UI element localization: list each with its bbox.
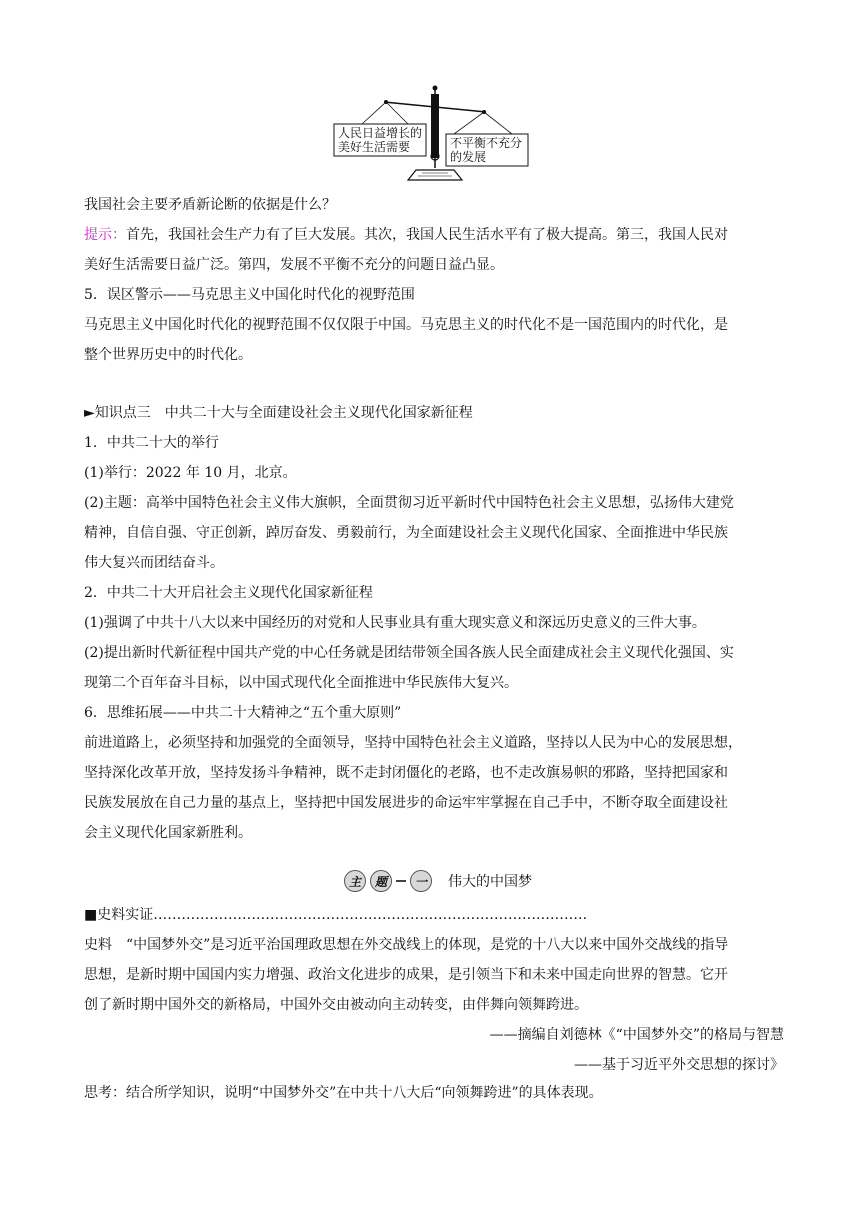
topic-badge-char: 一 (410, 870, 432, 892)
section-6-para-cont2: 民族发展放在自己力量的基点上，坚持把中国发展进步的命运牢牢掌握在自己手中，不断夺取全面建设社 (84, 795, 728, 811)
section-1-item-b-cont: 精神，自信自强、守正创新，踔厉奋发、勇毅前行，为全面建设社会主义现代化国家、全面推进中华民族 (84, 525, 728, 541)
source-paragraph-cont: 思想，是新时期中国国内实力增强、政治文化进步的成果，是引领当下和未来中国走向世界的智慧。它开 (84, 967, 728, 983)
section-2-title: 2．中共二十大开启社会主义现代化国家新征程 (84, 585, 373, 601)
topic-heading (344, 870, 532, 892)
right-pan-label-2: 的发展 (450, 150, 487, 164)
section-2-item-a: (1)强调了中共十八大以来中国经历的对党和人民事业具有重大现实意义和深远历史意义的三件大事。 (84, 615, 706, 631)
source-paragraph: 史料 “中国梦外交”是习近平治国理政思想在外交战线上的体现，是党的十八大以来中国外交战线的指导 (84, 937, 729, 953)
topic-badge (344, 870, 432, 892)
section-6-para-cont: 坚持深化改革开放，坚持发扬斗争精神，既不走封闭僵化的老路，也不走改旗易帜的邪路，坚持把国家和 (84, 765, 728, 781)
section-1-item-b-cont2: 伟大复兴而团结奋斗。 (84, 555, 224, 571)
topic-badge-char: 主 (344, 870, 366, 892)
section-2-item-b-cont: 现第二个百年奋斗目标，以中国式现代化全面推进中华民族伟大复兴。 (84, 675, 518, 691)
hint-text-cont: 美好生活需要日益广泛。第四，发展不平衡不充分的问题日益凸显。 (84, 257, 504, 273)
section-5-para-cont: 整个世界历史中的时代化。 (84, 347, 252, 363)
section-2-item-b: (2)提出新时代新征程中国共产党的中心任务就是团结带领全国各族人民全面建成社会主义现代化强国、实 (84, 645, 734, 661)
section-6-para-cont3: 会主义现代化国家新胜利。 (84, 825, 252, 841)
question-text: 我国社会主要矛盾新论断的依据是什么？ (84, 197, 336, 213)
topic-badge-char: 题 (370, 870, 392, 892)
section-5-title: 5．误区警示——马克思主义中国化时代化的视野范围 (84, 287, 415, 303)
hint-paragraph (84, 226, 784, 244)
balance-scale-figure (328, 82, 538, 186)
hint-label: 提示： (84, 227, 126, 243)
topic-badge-dash (396, 880, 406, 882)
section-5-para: 马克思主义中国化时代化的视野范围不仅仅限于中国。马克思主义的时代化不是一国范围内的时代化，是 (84, 317, 728, 333)
right-pan-label-1: 不平衡不充分 (450, 136, 523, 150)
section-1-item-a: (1)举行：2022 年 10 月，北京。 (84, 465, 297, 481)
section-1-item-b: (2)主题：高举中国特色社会主义伟大旗帜，全面贯彻习近平新时代中国特色社会主义思想，弘扬伟大建党 (84, 495, 734, 511)
source-paragraph-cont2: 创了新时期中国外交的新格局，中国外交由被动向主动转变，由伴舞向领舞跨进。 (84, 997, 588, 1013)
section-1-title: 1．中共二十大的举行 (84, 435, 219, 451)
knowledge-point-3-heading: ►知识点三 中共二十大与全面建设社会主义现代化国家新征程 (84, 405, 473, 421)
left-pan-label-1: 人民日益增长的 (338, 126, 423, 140)
section-6-para: 前进道路上，必须坚持和加强党的全面领导，坚持中国特色社会主义道路，坚持以人民为中心的发展思想， (84, 735, 742, 751)
section-6-title: 6．思维拓展——中共二十大精神之“五个重大原则” (84, 705, 402, 721)
source-citation-cont: ——基于习近平外交思想的探讨》 (574, 1057, 784, 1073)
hint-text: 首先，我国社会生产力有了巨大发展。其次，我国人民生活水平有了极大提高。第三，我国人民对 (126, 227, 728, 243)
think-question: 思考：结合所学知识，说明“中国梦外交”在中共十八大后“向领舞跨进”的具体表现。 (84, 1085, 603, 1101)
left-pan-label-2: 美好生活需要 (338, 140, 411, 154)
topic-title: 伟大的中国梦 (448, 874, 532, 890)
evidence-heading: ■史料实证………………………………………………………………………………… (84, 907, 588, 923)
source-citation: ——摘编自刘德林《“中国梦外交”的格局与智慧 (489, 1027, 784, 1043)
